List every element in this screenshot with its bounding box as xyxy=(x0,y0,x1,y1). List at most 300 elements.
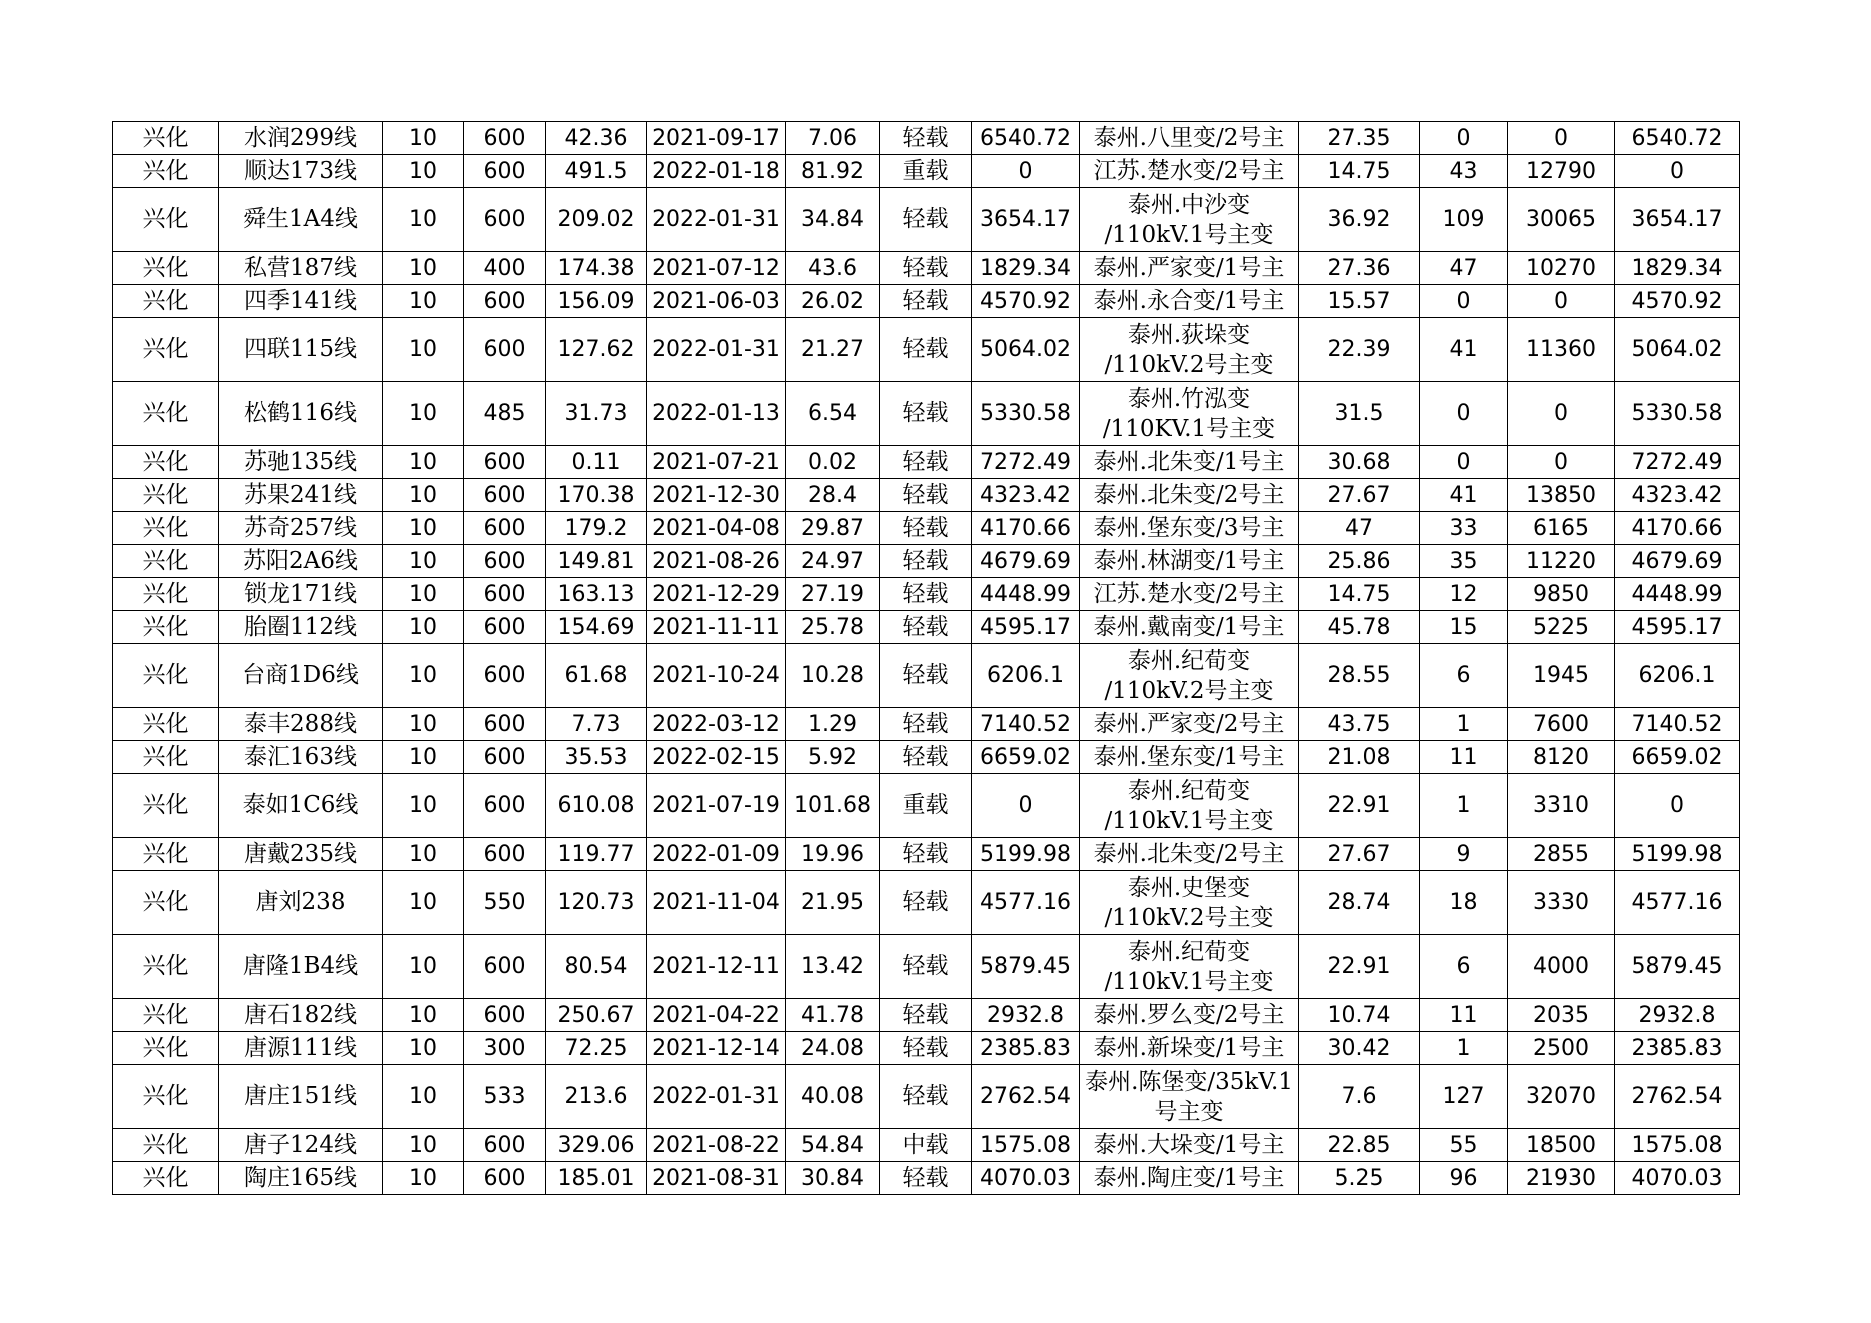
load-current-cell: 213.6 xyxy=(546,1065,647,1129)
rated-current-cell: 533 xyxy=(464,1065,546,1129)
available-capacity-cell: 4595.17 xyxy=(972,611,1080,644)
transformer-load-rate-cell: 5.25 xyxy=(1299,1162,1420,1195)
substation-cell: 泰州.堡东变/1号主 xyxy=(1080,741,1299,774)
remaining-capacity-cell: 4170.66 xyxy=(1615,512,1740,545)
region-cell: 兴化 xyxy=(113,741,219,774)
line-name-cell: 唐源111线 xyxy=(219,1032,383,1065)
voltage-cell: 10 xyxy=(383,285,464,318)
transformer-load-rate-cell: 36.92 xyxy=(1299,188,1420,252)
region-cell: 兴化 xyxy=(113,188,219,252)
load-rate-cell: 54.84 xyxy=(786,1129,880,1162)
table-row xyxy=(113,611,1740,644)
voltage-cell: 10 xyxy=(383,479,464,512)
load-rate-cell: 25.78 xyxy=(786,611,880,644)
voltage-cell: 10 xyxy=(383,545,464,578)
capacity-kva-cell: 1945 xyxy=(1508,644,1615,708)
date-cell: 2021-12-29 xyxy=(647,578,786,611)
line-name-cell: 四季141线 xyxy=(219,285,383,318)
date-cell: 2021-06-03 xyxy=(647,285,786,318)
load-status-cell: 轻载 xyxy=(880,1162,972,1195)
voltage-cell: 10 xyxy=(383,935,464,999)
remaining-capacity-cell: 2762.54 xyxy=(1615,1065,1740,1129)
feeder-load-table xyxy=(112,121,1740,1195)
capacity-kva-cell: 3310 xyxy=(1508,774,1615,838)
load-rate-cell: 1.29 xyxy=(786,708,880,741)
date-cell: 2021-11-04 xyxy=(647,871,786,935)
available-capacity-cell: 5064.02 xyxy=(972,318,1080,382)
transformer-load-rate-cell: 14.75 xyxy=(1299,578,1420,611)
table-row xyxy=(113,1129,1740,1162)
line-name-cell: 苏阳2A6线 xyxy=(219,545,383,578)
rated-current-cell: 600 xyxy=(464,578,546,611)
load-rate-cell: 34.84 xyxy=(786,188,880,252)
date-cell: 2021-07-19 xyxy=(647,774,786,838)
available-capacity-cell: 6659.02 xyxy=(972,741,1080,774)
date-cell: 2021-04-08 xyxy=(647,512,786,545)
load-rate-cell: 6.54 xyxy=(786,382,880,446)
rated-current-cell: 600 xyxy=(464,774,546,838)
capacity-kva-cell: 21930 xyxy=(1508,1162,1615,1195)
rated-current-cell: 550 xyxy=(464,871,546,935)
transformer-load-rate-cell: 10.74 xyxy=(1299,999,1420,1032)
rated-current-cell: 400 xyxy=(464,252,546,285)
table-row xyxy=(113,155,1740,188)
available-capacity-cell: 2932.8 xyxy=(972,999,1080,1032)
transformer-load-rate-cell: 22.91 xyxy=(1299,935,1420,999)
region-cell: 兴化 xyxy=(113,512,219,545)
transformer-load-rate-cell: 27.35 xyxy=(1299,122,1420,155)
load-rate-cell: 41.78 xyxy=(786,999,880,1032)
line-name-cell: 唐庄151线 xyxy=(219,1065,383,1129)
rated-current-cell: 600 xyxy=(464,545,546,578)
substation-cell: 泰州.纪荀变 /110kV.1号主变 xyxy=(1080,774,1299,838)
load-current-cell: 31.73 xyxy=(546,382,647,446)
load-status-cell: 轻载 xyxy=(880,382,972,446)
line-name-cell: 锁龙171线 xyxy=(219,578,383,611)
transformer-load-rate-cell: 22.39 xyxy=(1299,318,1420,382)
region-cell: 兴化 xyxy=(113,1032,219,1065)
remaining-capacity-cell: 6206.1 xyxy=(1615,644,1740,708)
date-cell: 2021-11-11 xyxy=(647,611,786,644)
load-status-cell: 轻载 xyxy=(880,285,972,318)
available-capacity-cell: 2762.54 xyxy=(972,1065,1080,1129)
substation-cell: 泰州.严家变/1号主 xyxy=(1080,252,1299,285)
table-row xyxy=(113,741,1740,774)
available-capacity-cell: 4070.03 xyxy=(972,1162,1080,1195)
load-current-cell: 35.53 xyxy=(546,741,647,774)
load-status-cell: 轻载 xyxy=(880,512,972,545)
rated-current-cell: 600 xyxy=(464,155,546,188)
region-cell: 兴化 xyxy=(113,318,219,382)
load-status-cell: 轻载 xyxy=(880,611,972,644)
rated-current-cell: 600 xyxy=(464,838,546,871)
available-capacity-cell: 5879.45 xyxy=(972,935,1080,999)
transformer-load-rate-cell: 14.75 xyxy=(1299,155,1420,188)
load-status-cell: 轻载 xyxy=(880,122,972,155)
load-rate-cell: 21.95 xyxy=(786,871,880,935)
load-current-cell: 120.73 xyxy=(546,871,647,935)
region-cell: 兴化 xyxy=(113,382,219,446)
remaining-capacity-cell: 4323.42 xyxy=(1615,479,1740,512)
load-rate-cell: 24.97 xyxy=(786,545,880,578)
load-current-cell: 80.54 xyxy=(546,935,647,999)
line-name-cell: 泰丰288线 xyxy=(219,708,383,741)
user-count-cell: 1 xyxy=(1420,708,1508,741)
line-name-cell: 唐刘238 xyxy=(219,871,383,935)
table-row xyxy=(113,1162,1740,1195)
rated-current-cell: 600 xyxy=(464,188,546,252)
voltage-cell: 10 xyxy=(383,382,464,446)
available-capacity-cell: 0 xyxy=(972,774,1080,838)
voltage-cell: 10 xyxy=(383,318,464,382)
rated-current-cell: 600 xyxy=(464,479,546,512)
available-capacity-cell: 7272.49 xyxy=(972,446,1080,479)
load-rate-cell: 21.27 xyxy=(786,318,880,382)
remaining-capacity-cell: 4448.99 xyxy=(1615,578,1740,611)
substation-cell: 江苏.楚水变/2号主 xyxy=(1080,155,1299,188)
user-count-cell: 18 xyxy=(1420,871,1508,935)
voltage-cell: 10 xyxy=(383,1129,464,1162)
substation-cell: 江苏.楚水变/2号主 xyxy=(1080,578,1299,611)
transformer-load-rate-cell: 43.75 xyxy=(1299,708,1420,741)
substation-cell: 泰州.永合变/1号主 xyxy=(1080,285,1299,318)
line-name-cell: 私营187线 xyxy=(219,252,383,285)
voltage-cell: 10 xyxy=(383,188,464,252)
load-status-cell: 轻载 xyxy=(880,545,972,578)
line-name-cell: 泰汇163线 xyxy=(219,741,383,774)
line-name-cell: 顺达173线 xyxy=(219,155,383,188)
user-count-cell: 1 xyxy=(1420,1032,1508,1065)
load-current-cell: 185.01 xyxy=(546,1162,647,1195)
table-row xyxy=(113,318,1740,382)
table-row xyxy=(113,708,1740,741)
capacity-kva-cell: 7600 xyxy=(1508,708,1615,741)
region-cell: 兴化 xyxy=(113,285,219,318)
voltage-cell: 10 xyxy=(383,871,464,935)
voltage-cell: 10 xyxy=(383,155,464,188)
load-current-cell: 0.11 xyxy=(546,446,647,479)
transformer-load-rate-cell: 22.85 xyxy=(1299,1129,1420,1162)
remaining-capacity-cell: 2385.83 xyxy=(1615,1032,1740,1065)
date-cell: 2021-08-26 xyxy=(647,545,786,578)
substation-cell: 泰州.纪荀变 /110kV.2号主变 xyxy=(1080,644,1299,708)
voltage-cell: 10 xyxy=(383,644,464,708)
date-cell: 2021-04-22 xyxy=(647,999,786,1032)
table-row xyxy=(113,479,1740,512)
capacity-kva-cell: 3330 xyxy=(1508,871,1615,935)
load-current-cell: 156.09 xyxy=(546,285,647,318)
table-row xyxy=(113,382,1740,446)
load-current-cell: 250.67 xyxy=(546,999,647,1032)
capacity-kva-cell: 13850 xyxy=(1508,479,1615,512)
rated-current-cell: 600 xyxy=(464,644,546,708)
substation-cell: 泰州.陶庄变/1号主 xyxy=(1080,1162,1299,1195)
table-row xyxy=(113,1065,1740,1129)
region-cell: 兴化 xyxy=(113,871,219,935)
remaining-capacity-cell: 6540.72 xyxy=(1615,122,1740,155)
substation-cell: 泰州.荻垛变 /110kV.2号主变 xyxy=(1080,318,1299,382)
remaining-capacity-cell: 1575.08 xyxy=(1615,1129,1740,1162)
line-name-cell: 唐隆1B4线 xyxy=(219,935,383,999)
region-cell: 兴化 xyxy=(113,122,219,155)
date-cell: 2022-01-09 xyxy=(647,838,786,871)
transformer-load-rate-cell: 21.08 xyxy=(1299,741,1420,774)
capacity-kva-cell: 0 xyxy=(1508,285,1615,318)
substation-cell: 泰州.林湖变/1号主 xyxy=(1080,545,1299,578)
user-count-cell: 0 xyxy=(1420,285,1508,318)
capacity-kva-cell: 8120 xyxy=(1508,741,1615,774)
region-cell: 兴化 xyxy=(113,708,219,741)
user-count-cell: 109 xyxy=(1420,188,1508,252)
substation-cell: 泰州.戴南变/1号主 xyxy=(1080,611,1299,644)
remaining-capacity-cell: 4679.69 xyxy=(1615,545,1740,578)
user-count-cell: 47 xyxy=(1420,252,1508,285)
available-capacity-cell: 1575.08 xyxy=(972,1129,1080,1162)
load-current-cell: 170.38 xyxy=(546,479,647,512)
transformer-load-rate-cell: 27.67 xyxy=(1299,479,1420,512)
table-row xyxy=(113,578,1740,611)
voltage-cell: 10 xyxy=(383,1162,464,1195)
capacity-kva-cell: 10270 xyxy=(1508,252,1615,285)
load-status-cell: 轻载 xyxy=(880,708,972,741)
available-capacity-cell: 2385.83 xyxy=(972,1032,1080,1065)
available-capacity-cell: 4323.42 xyxy=(972,479,1080,512)
substation-cell: 泰州.北朱变/2号主 xyxy=(1080,479,1299,512)
remaining-capacity-cell: 6659.02 xyxy=(1615,741,1740,774)
available-capacity-cell: 0 xyxy=(972,155,1080,188)
load-current-cell: 42.36 xyxy=(546,122,647,155)
load-rate-cell: 27.19 xyxy=(786,578,880,611)
available-capacity-cell: 6206.1 xyxy=(972,644,1080,708)
rated-current-cell: 600 xyxy=(464,1129,546,1162)
remaining-capacity-cell: 3654.17 xyxy=(1615,188,1740,252)
date-cell: 2021-12-11 xyxy=(647,935,786,999)
date-cell: 2022-01-31 xyxy=(647,318,786,382)
transformer-load-rate-cell: 30.68 xyxy=(1299,446,1420,479)
load-current-cell: 149.81 xyxy=(546,545,647,578)
available-capacity-cell: 1829.34 xyxy=(972,252,1080,285)
line-name-cell: 四联115线 xyxy=(219,318,383,382)
voltage-cell: 10 xyxy=(383,1032,464,1065)
date-cell: 2021-12-30 xyxy=(647,479,786,512)
capacity-kva-cell: 11360 xyxy=(1508,318,1615,382)
capacity-kva-cell: 2035 xyxy=(1508,999,1615,1032)
line-name-cell: 唐石182线 xyxy=(219,999,383,1032)
user-count-cell: 12 xyxy=(1420,578,1508,611)
line-name-cell: 陶庄165线 xyxy=(219,1162,383,1195)
table-row xyxy=(113,285,1740,318)
region-cell: 兴化 xyxy=(113,479,219,512)
user-count-cell: 41 xyxy=(1420,318,1508,382)
available-capacity-cell: 4448.99 xyxy=(972,578,1080,611)
date-cell: 2022-02-15 xyxy=(647,741,786,774)
date-cell: 2022-01-13 xyxy=(647,382,786,446)
table-row xyxy=(113,122,1740,155)
voltage-cell: 10 xyxy=(383,999,464,1032)
capacity-kva-cell: 0 xyxy=(1508,122,1615,155)
substation-cell: 泰州.严家变/2号主 xyxy=(1080,708,1299,741)
user-count-cell: 55 xyxy=(1420,1129,1508,1162)
user-count-cell: 127 xyxy=(1420,1065,1508,1129)
available-capacity-cell: 4570.92 xyxy=(972,285,1080,318)
region-cell: 兴化 xyxy=(113,545,219,578)
table-row xyxy=(113,252,1740,285)
user-count-cell: 43 xyxy=(1420,155,1508,188)
load-status-cell: 轻载 xyxy=(880,1032,972,1065)
line-name-cell: 台商1D6线 xyxy=(219,644,383,708)
load-rate-cell: 101.68 xyxy=(786,774,880,838)
date-cell: 2021-07-12 xyxy=(647,252,786,285)
region-cell: 兴化 xyxy=(113,935,219,999)
remaining-capacity-cell: 4595.17 xyxy=(1615,611,1740,644)
transformer-load-rate-cell: 45.78 xyxy=(1299,611,1420,644)
load-status-cell: 重载 xyxy=(880,155,972,188)
load-rate-cell: 13.42 xyxy=(786,935,880,999)
voltage-cell: 10 xyxy=(383,611,464,644)
region-cell: 兴化 xyxy=(113,644,219,708)
load-rate-cell: 30.84 xyxy=(786,1162,880,1195)
user-count-cell: 0 xyxy=(1420,446,1508,479)
user-count-cell: 96 xyxy=(1420,1162,1508,1195)
available-capacity-cell: 7140.52 xyxy=(972,708,1080,741)
capacity-kva-cell: 18500 xyxy=(1508,1129,1615,1162)
capacity-kva-cell: 6165 xyxy=(1508,512,1615,545)
date-cell: 2022-01-31 xyxy=(647,1065,786,1129)
available-capacity-cell: 3654.17 xyxy=(972,188,1080,252)
load-rate-cell: 26.02 xyxy=(786,285,880,318)
remaining-capacity-cell: 1829.34 xyxy=(1615,252,1740,285)
user-count-cell: 33 xyxy=(1420,512,1508,545)
load-current-cell: 491.5 xyxy=(546,155,647,188)
voltage-cell: 10 xyxy=(383,741,464,774)
available-capacity-cell: 4679.69 xyxy=(972,545,1080,578)
line-name-cell: 松鹤116线 xyxy=(219,382,383,446)
substation-cell: 泰州.史堡变 /110kV.2号主变 xyxy=(1080,871,1299,935)
line-name-cell: 唐戴235线 xyxy=(219,838,383,871)
remaining-capacity-cell: 5064.02 xyxy=(1615,318,1740,382)
transformer-load-rate-cell: 28.74 xyxy=(1299,871,1420,935)
user-count-cell: 9 xyxy=(1420,838,1508,871)
load-rate-cell: 0.02 xyxy=(786,446,880,479)
date-cell: 2021-08-22 xyxy=(647,1129,786,1162)
remaining-capacity-cell: 5879.45 xyxy=(1615,935,1740,999)
load-status-cell: 轻载 xyxy=(880,999,972,1032)
user-count-cell: 15 xyxy=(1420,611,1508,644)
transformer-load-rate-cell: 22.91 xyxy=(1299,774,1420,838)
capacity-kva-cell: 0 xyxy=(1508,382,1615,446)
user-count-cell: 11 xyxy=(1420,741,1508,774)
substation-cell: 泰州.新垛变/1号主 xyxy=(1080,1032,1299,1065)
load-current-cell: 610.08 xyxy=(546,774,647,838)
load-current-cell: 127.62 xyxy=(546,318,647,382)
capacity-kva-cell: 2855 xyxy=(1508,838,1615,871)
rated-current-cell: 300 xyxy=(464,1032,546,1065)
load-rate-cell: 7.06 xyxy=(786,122,880,155)
date-cell: 2021-08-31 xyxy=(647,1162,786,1195)
load-current-cell: 61.68 xyxy=(546,644,647,708)
table-row xyxy=(113,838,1740,871)
load-rate-cell: 5.92 xyxy=(786,741,880,774)
load-rate-cell: 10.28 xyxy=(786,644,880,708)
rated-current-cell: 600 xyxy=(464,1162,546,1195)
transformer-load-rate-cell: 31.5 xyxy=(1299,382,1420,446)
available-capacity-cell: 5199.98 xyxy=(972,838,1080,871)
load-status-cell: 轻载 xyxy=(880,446,972,479)
substation-cell: 泰州.北朱变/1号主 xyxy=(1080,446,1299,479)
voltage-cell: 10 xyxy=(383,708,464,741)
load-status-cell: 轻载 xyxy=(880,479,972,512)
load-status-cell: 轻载 xyxy=(880,741,972,774)
load-current-cell: 329.06 xyxy=(546,1129,647,1162)
capacity-kva-cell: 5225 xyxy=(1508,611,1615,644)
rated-current-cell: 600 xyxy=(464,446,546,479)
remaining-capacity-cell: 5330.58 xyxy=(1615,382,1740,446)
substation-cell: 泰州.中沙变 /110kV.1号主变 xyxy=(1080,188,1299,252)
load-status-cell: 轻载 xyxy=(880,578,972,611)
capacity-kva-cell: 4000 xyxy=(1508,935,1615,999)
load-status-cell: 中载 xyxy=(880,1129,972,1162)
load-rate-cell: 19.96 xyxy=(786,838,880,871)
region-cell: 兴化 xyxy=(113,611,219,644)
substation-cell: 泰州.竹泓变 /110KV.1号主变 xyxy=(1080,382,1299,446)
remaining-capacity-cell: 4070.03 xyxy=(1615,1162,1740,1195)
load-status-cell: 轻载 xyxy=(880,935,972,999)
region-cell: 兴化 xyxy=(113,578,219,611)
remaining-capacity-cell: 4570.92 xyxy=(1615,285,1740,318)
rated-current-cell: 600 xyxy=(464,708,546,741)
available-capacity-cell: 4170.66 xyxy=(972,512,1080,545)
transformer-load-rate-cell: 15.57 xyxy=(1299,285,1420,318)
substation-cell: 泰州.八里变/2号主 xyxy=(1080,122,1299,155)
load-status-cell: 轻载 xyxy=(880,188,972,252)
rated-current-cell: 600 xyxy=(464,318,546,382)
load-rate-cell: 81.92 xyxy=(786,155,880,188)
load-current-cell: 119.77 xyxy=(546,838,647,871)
table-row xyxy=(113,774,1740,838)
table-row xyxy=(113,545,1740,578)
user-count-cell: 35 xyxy=(1420,545,1508,578)
load-current-cell: 154.69 xyxy=(546,611,647,644)
load-status-cell: 轻载 xyxy=(880,644,972,708)
date-cell: 2021-07-21 xyxy=(647,446,786,479)
load-current-cell: 209.02 xyxy=(546,188,647,252)
load-current-cell: 72.25 xyxy=(546,1032,647,1065)
region-cell: 兴化 xyxy=(113,155,219,188)
region-cell: 兴化 xyxy=(113,1065,219,1129)
table-row xyxy=(113,644,1740,708)
capacity-kva-cell: 0 xyxy=(1508,446,1615,479)
capacity-kva-cell: 9850 xyxy=(1508,578,1615,611)
substation-cell: 泰州.陈堡变/35kV.1 号主变 xyxy=(1080,1065,1299,1129)
date-cell: 2021-10-24 xyxy=(647,644,786,708)
voltage-cell: 10 xyxy=(383,1065,464,1129)
user-count-cell: 41 xyxy=(1420,479,1508,512)
capacity-kva-cell: 11220 xyxy=(1508,545,1615,578)
substation-cell: 泰州.堡东变/3号主 xyxy=(1080,512,1299,545)
date-cell: 2022-03-12 xyxy=(647,708,786,741)
rated-current-cell: 600 xyxy=(464,611,546,644)
load-rate-cell: 24.08 xyxy=(786,1032,880,1065)
table-row xyxy=(113,512,1740,545)
date-cell: 2021-12-14 xyxy=(647,1032,786,1065)
transformer-load-rate-cell: 28.55 xyxy=(1299,644,1420,708)
user-count-cell: 11 xyxy=(1420,999,1508,1032)
line-name-cell: 苏驰135线 xyxy=(219,446,383,479)
table-row xyxy=(113,999,1740,1032)
transformer-load-rate-cell: 30.42 xyxy=(1299,1032,1420,1065)
voltage-cell: 10 xyxy=(383,774,464,838)
table-row xyxy=(113,935,1740,999)
